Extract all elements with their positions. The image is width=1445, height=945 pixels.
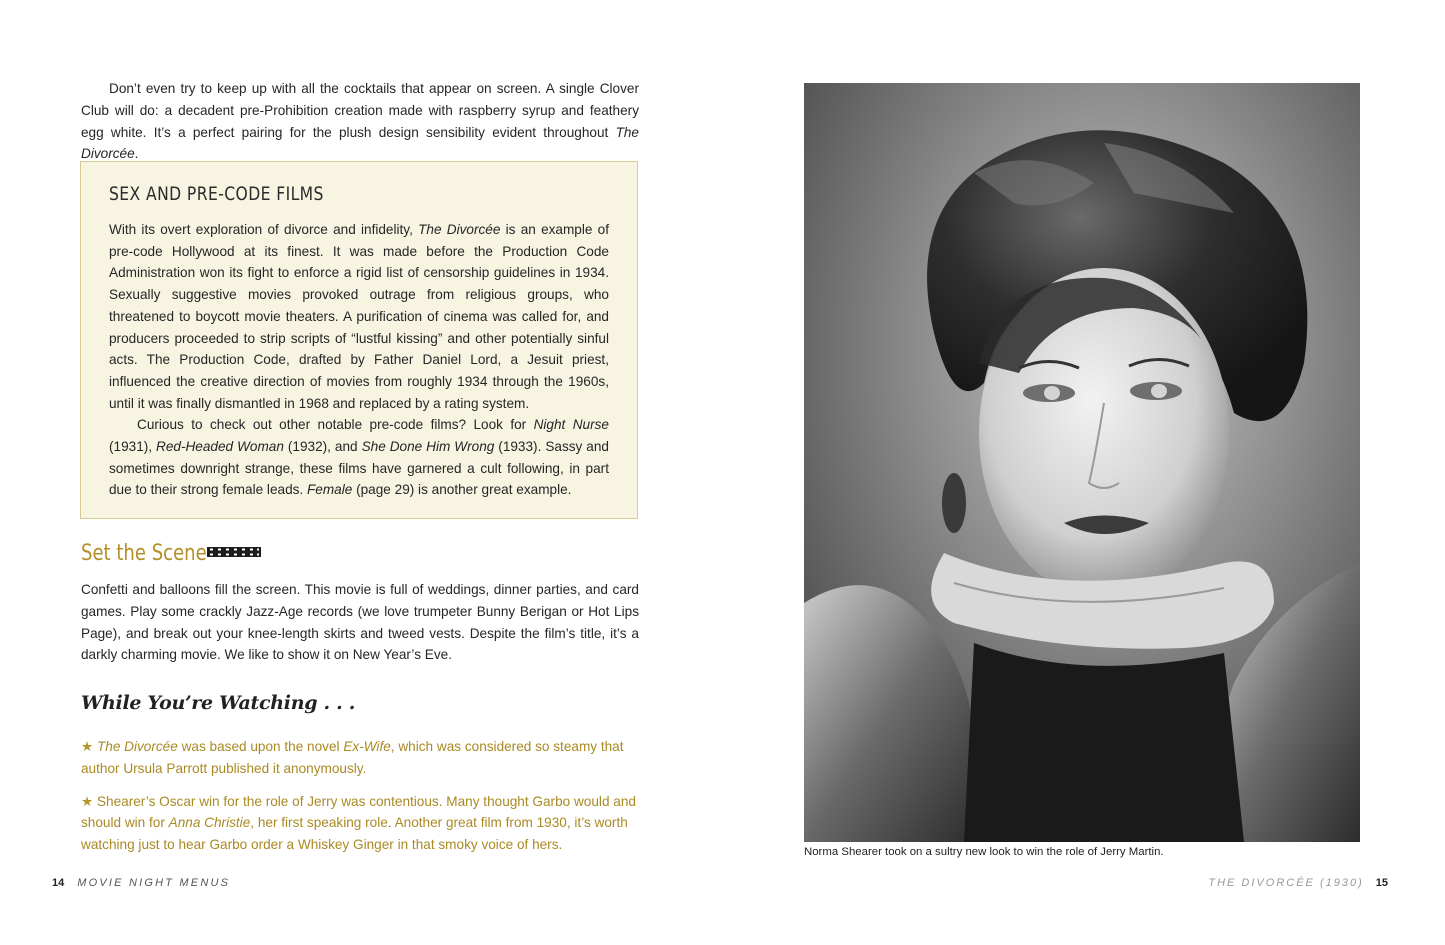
running-head: THE DIVORCÉE (1930): [1208, 877, 1364, 889]
star-bullet-icon: ★: [81, 739, 94, 754]
sidebar-paragraph-1: [109, 219, 609, 414]
sidebar-body: [109, 219, 609, 501]
photo-caption: Norma Shearer took on a sultry new look to win the role of Jerry Martin.: [804, 846, 1164, 858]
trivia-list: [81, 736, 639, 867]
list-item: [81, 791, 639, 856]
set-the-scene-heading: [81, 537, 261, 569]
intro-text: Don’t even try to keep up with all the cocktails that appear on screen. A single Clover Club will do: a decadent pre-Prohibition creation made with raspberry syrup and feathery egg white. It’s a perfect pairing for the plush design sensibility evident throughout: [81, 81, 639, 140]
list-item: [81, 736, 639, 780]
page-number: 15: [1375, 877, 1388, 889]
sidebar-text: With its overt exploration of divorce and infidelity,: [109, 222, 419, 237]
sidebar-paragraph-2: [109, 414, 609, 501]
trivia-text: was based upon the novel: [177, 739, 344, 754]
trivia-text: Shearer’s Oscar win for the role of Jerry was contentious. Many thought Garbo would and should win for: [81, 793, 636, 831]
sidebar-film-title: Red-Headed Woman: [156, 439, 284, 455]
trivia-film-title: Anna Christie: [168, 815, 251, 831]
film-strip-ornament-icon: [207, 544, 261, 562]
sidebar-text: (1932), and: [283, 439, 362, 455]
set-the-scene-body: Confetti and balloons fill the screen. This movie is full of weddings, dinner parties, and card games. Play some crackly Jazz-Age records (we love trumpeter Bunny Berigan or Hot Lips Page), and break out your knee-length skirts and tweed vests. Despite the film’s title, it’s a darkly charming movie. We like to show it on New Year’s Eve.: [81, 582, 639, 663]
sidebar-title: SEX AND PRE-CODE FILMS: [109, 183, 324, 205]
sidebar-text: is an example of pre-code Hollywood at its finest. It was made before the Production Code Administration won its fight to enforce a rigid list of censorship guidelines in 1934. Sexually suggestive movies provoked outrage from religious groups, who threatened to boycott movie theaters. A purification of cinema was called for, and producers proceeded to strip scripts of “lustful kissing” and other potentially sinful acts. The Production Code, drafted by Father Daniel Lord, a Jesuit priest, influenced the creative direction of movies from roughly 1934 through the 1960s, until it was finally dismantled in 1968 and replaced by a rating system.: [109, 222, 610, 411]
trivia-text: , her first speaking role. Another great film from 1930, it’s worth watching just to hear Garbo order a Whiskey Ginger in that smoky voice of hers.: [81, 815, 628, 853]
intro-text-end: .: [134, 146, 139, 162]
trivia-novel-title: Ex-Wife: [343, 739, 391, 754]
right-footer: [1208, 877, 1388, 889]
sidebar-text: (1933). Sassy and sometimes downright strange, these films have garnered a cult following, in part due to their strong female leads.: [109, 439, 609, 498]
sidebar-text: (1931),: [109, 439, 157, 455]
sidebar-film-title: She Done Him Wrong: [361, 439, 495, 455]
sidebar-film-title: Night Nurse: [533, 417, 609, 433]
page-number: 14: [52, 877, 65, 889]
sidebar-film-title: Female: [306, 482, 353, 498]
intro-film-title: The Divorcée: [81, 124, 639, 162]
sidebar-film-title: The Divorcée: [418, 222, 501, 237]
trivia-text: , which was considered so steamy that author Ursula Parrott published it anonymously.: [81, 739, 624, 776]
set-the-scene-title: Set the Scene: [81, 540, 207, 566]
sidebar-text: (page 29) is another great example.: [352, 482, 572, 498]
portrait-photo: [804, 83, 1360, 842]
while-watching-heading: While You’re Watching . . .: [81, 692, 356, 714]
intro-paragraph: [81, 78, 639, 165]
sidebar-box: [80, 161, 638, 519]
star-bullet-icon: ★: [81, 793, 94, 809]
sidebar-text: Curious to check out other notable pre-code films? Look for: [137, 417, 534, 433]
running-head: MOVIE NIGHT MENUS: [77, 877, 231, 889]
left-footer: [52, 877, 230, 889]
trivia-film-title: The Divorcée: [96, 739, 178, 754]
left-page: [0, 0, 722, 945]
